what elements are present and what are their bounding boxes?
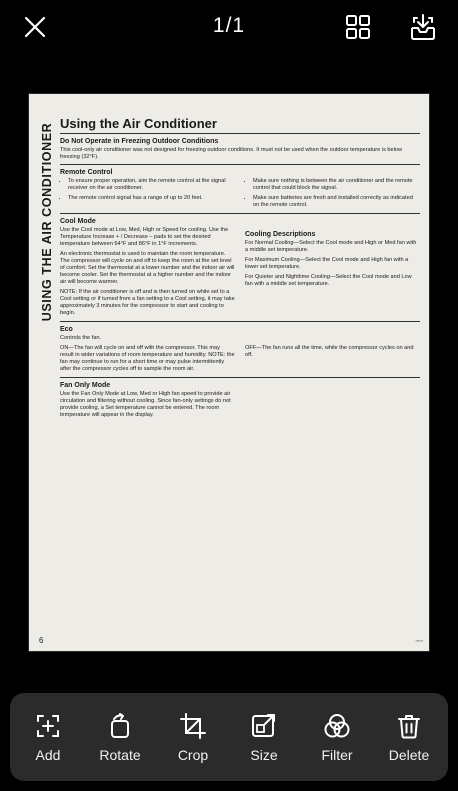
delete-label: Delete	[388, 747, 430, 763]
rotate-icon	[107, 713, 133, 739]
trash-icon	[396, 713, 422, 739]
save-download-icon[interactable]	[408, 12, 438, 42]
crop-label: Crop	[177, 747, 209, 763]
section-heading: Fan Only Mode	[60, 382, 111, 389]
section-heading: Cool Mode	[60, 218, 96, 225]
scanned-document-page	[29, 94, 429, 651]
bullet: • Make sure nothing is between the air conditioner and the remote control that could block the signal.	[253, 178, 420, 192]
paragraph: This cool-only air conditioner was not designed for freezing outdoor conditions. It must not be used when the outdoor temperature is below freezing (32°F).	[60, 147, 403, 160]
paragraph: For Quieter and Nighttime Cooling—Select the Cool mode and Low fan with a middle set temperature.	[245, 274, 412, 287]
bullet: • The remote control signal has a range of up to 20 feet.	[68, 195, 235, 202]
two-columns	[60, 391, 420, 422]
add-label: Add	[35, 747, 61, 763]
subheading: Cooling Descriptions	[245, 231, 316, 238]
paragraph: Use the Cool mode at Low, Med, High or Speed for cooling. Use the Temperature Increase + / Decrease – pads to set the desired temperature between 64°F and 86°F in 1°F increments.	[60, 227, 229, 247]
bullet: • Make sure batteries are fresh and installed correctly as indicated on the remote control.	[253, 195, 420, 209]
size-label: Size	[250, 747, 278, 763]
paragraph: For Maximum Cooling—Select the Cool mode and High fan with a lower set temperature.	[245, 257, 409, 270]
paragraph: ON—The fan will cycle on and off with the compressor. This may result in wider variations of room temperature and humidity. NOTE: the fan may continue to run for a short time or may pulse intermittently after the compressor cycles off to sample the room air.	[60, 345, 235, 372]
rotate-label: Rotate	[99, 747, 141, 763]
grid-view-icon[interactable]	[345, 14, 371, 40]
document-title: Using the Air Conditioner	[60, 116, 217, 131]
page-counter: 1/1	[212, 14, 246, 37]
two-columns	[60, 227, 420, 320]
two-columns	[60, 345, 420, 376]
section-heading: Remote Control	[60, 169, 113, 176]
paragraph: Use the Fan Only Mode at Low, Med or High fan speed to provide air circulation and filtering without cooling. Since fan-only settings do not provide cooling, a Set temperature cannot be entered. The room temperature will appear in the display.	[60, 391, 231, 418]
add-button[interactable]	[13, 693, 83, 781]
bullet: • To ensure proper operation, aim the remote control at the signal receiver on the air conditioner.	[68, 178, 235, 192]
divider	[60, 133, 420, 134]
resize-icon	[251, 713, 277, 739]
paragraph: NOTE: If the air conditioner is off and is then turned on while set to a Cool setting or if turned from a fan setting to a Cool setting, it may take approximately 3 minutes for the compressor to start and cooling to begin.	[60, 289, 235, 316]
two-columns	[60, 178, 420, 212]
paragraph: Controls the fan.	[60, 335, 102, 341]
page-number: 6	[39, 636, 44, 645]
add-page-icon	[35, 713, 61, 739]
divider	[60, 321, 420, 322]
top-bar	[0, 0, 458, 56]
document-code-mark: ▪▪▪▪▪▪	[415, 639, 423, 643]
paragraph: For Normal Cooling—Select the Cool mode and High or Med fan with a middle set temperature.	[245, 240, 417, 253]
bottom-toolbar	[10, 693, 448, 781]
delete-button[interactable]	[374, 693, 444, 781]
section-heading: Eco	[60, 326, 73, 333]
divider	[60, 377, 420, 378]
paragraph: An electronic thermostat is used to maintain the room temperature. The compressor will cycle on and off to keep the room at the set level of comfort. Set the thermostat at a lower number and the indoor air will become cooler. Set the thermostat at a higher number and the indoor air will become warmer.	[60, 251, 235, 285]
rotate-button[interactable]	[85, 693, 155, 781]
crop-icon	[180, 713, 206, 739]
divider	[60, 213, 420, 214]
filter-icon	[324, 713, 350, 739]
crop-button[interactable]	[158, 693, 228, 781]
size-button[interactable]	[229, 693, 299, 781]
filter-label: Filter	[321, 747, 353, 763]
side-title: USING THE AIR CONDITIONER	[40, 122, 54, 322]
divider	[60, 164, 420, 165]
filter-button[interactable]	[302, 693, 372, 781]
section-heading: Do Not Operate in Freezing Outdoor Conditions	[60, 138, 219, 145]
paragraph: OFF—The fan runs all the time, while the compressor cycles on and off.	[245, 345, 414, 358]
document-content	[60, 116, 420, 422]
